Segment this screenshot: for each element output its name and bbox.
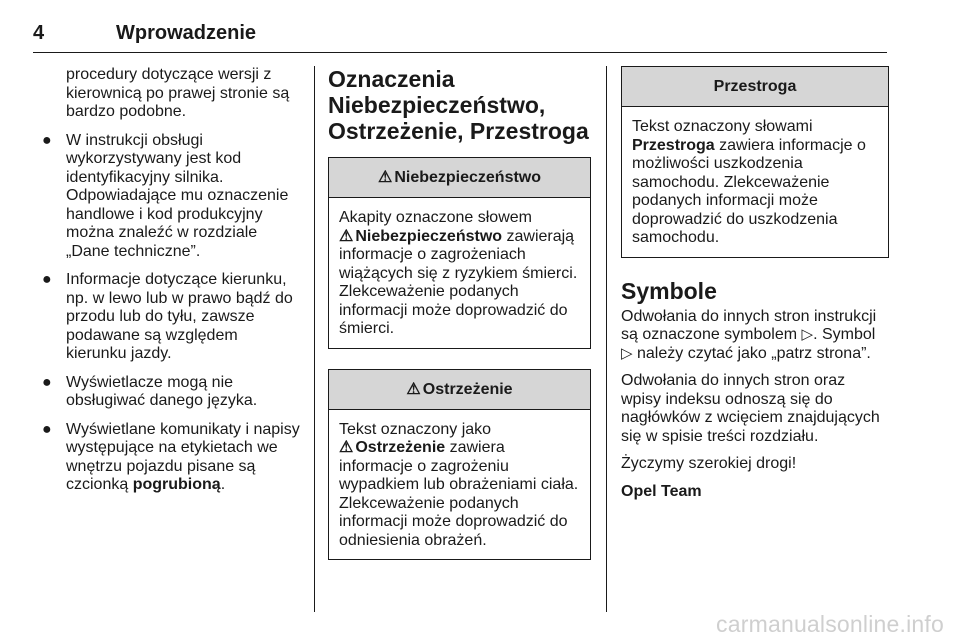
list-item-end: . xyxy=(220,476,226,493)
page-reference-icon: ▷ xyxy=(801,326,814,343)
danger-box-body xyxy=(329,198,590,348)
column-divider-1 xyxy=(314,66,315,612)
symbols-paragraph xyxy=(621,308,889,364)
caution-box-text xyxy=(632,118,878,248)
list-item xyxy=(40,421,302,495)
bullet-icon: ● xyxy=(42,271,52,288)
page-header xyxy=(33,20,887,53)
caution-rest-text: zawiera informacje o możliwości uszkodzenia samochodu. Zlekceważenie podanych informacji może doprowadzić do uszkodzenia samochodu. xyxy=(632,136,866,246)
symbols-heading: Symbole xyxy=(621,277,717,304)
warning-triangle-icon: ⚠ xyxy=(339,227,354,245)
signature: Opel Team xyxy=(621,482,702,500)
page-number: 4 xyxy=(33,22,45,44)
bullet-list xyxy=(40,132,302,495)
list-item xyxy=(40,271,302,364)
warning-triangle-icon: ⚠ xyxy=(377,169,393,186)
column-2 xyxy=(328,66,591,580)
bullet-icon: ● xyxy=(42,420,52,438)
caution-box-title: Przestroga xyxy=(713,78,797,95)
warning-box-title: Ostrzeżenie xyxy=(422,380,513,398)
list-item-text: Wyświetlacze mogą nie obsługiwać danego języka. xyxy=(66,373,258,409)
section-title: Wprowadzenie xyxy=(116,22,257,44)
warning-triangle-icon: ⚠ xyxy=(406,380,421,398)
continuation-paragraph: procedury dotyczące wersji z kierownicą po prawej stronie są bardzo podobne. xyxy=(66,66,290,120)
symbols-text-c: należy czytać jako „patrz strona”. xyxy=(632,344,871,362)
symbols-text-b: . Symbol xyxy=(813,326,876,343)
warning-box-header xyxy=(329,370,590,410)
caution-box xyxy=(621,66,889,258)
list-item-text: Informacje dotyczące kierunku, np. w lewo lub w prawo bądź do przodu lub do tyłu, zawsze podawane są względem kierunku jazdy. xyxy=(66,271,293,362)
danger-keyword: Niebezpieczeństwo xyxy=(355,227,503,245)
list-item-text: W instrukcji obsługi wykorzystywany jest kod identyfikacyjny silnika. Odpowiadające mu oznaczenie handlowe i kod produkcyjny można znaleźć w rozdziale „Dane techniczne”. xyxy=(66,131,289,260)
caution-box-header xyxy=(622,67,888,107)
warning-keyword: Ostrzeżenie xyxy=(355,439,446,456)
symbols-text-a: Odwołania do innych stron instrukcji są oznaczone symbolem xyxy=(621,307,877,343)
bold-word: pogrubioną xyxy=(132,476,221,493)
caution-box-body xyxy=(622,107,888,257)
list-item-text: Wyświetlane komunikaty i napisy występujące na etykietach we wnętrzu pojazdu pisane są czcionką xyxy=(66,420,300,493)
column-divider-2 xyxy=(606,66,607,612)
bullet-icon: ● xyxy=(42,131,52,149)
hazard-labels-heading: Oznaczenia Niebezpieczeństwo, Ostrzeżenie, Przestroga xyxy=(328,66,589,144)
danger-box-text xyxy=(339,209,580,339)
warning-box xyxy=(328,369,591,561)
greeting-paragraph: Życzymy szerokiej drogi! xyxy=(621,455,797,472)
column-3 xyxy=(621,66,889,510)
warning-box-text xyxy=(339,421,580,551)
column-1 xyxy=(40,66,302,505)
bullet-icon: ● xyxy=(42,373,52,391)
danger-rest-text: zawierają informacje o zagrożeniach wiążących się z ryzykiem śmierci. Zlekceważenie podanych informacji może doprowadzić do śmierci. xyxy=(339,227,578,337)
warning-triangle-icon: ⚠ xyxy=(339,439,354,456)
danger-intro-text: Akapity oznaczone słowem xyxy=(339,209,532,226)
warning-box-body xyxy=(329,410,590,560)
danger-box xyxy=(328,157,591,349)
warning-rest-text: zawiera informacje o zagrożeniu wypadkiem lub obrażeniami ciała. Zlekceważenie podanych informacji może doprowadzić do odniesienia obrażeń. xyxy=(339,439,579,549)
watermark: carmanualsonline.info xyxy=(716,611,944,637)
index-reference-paragraph: Odwołania do innych stron oraz wpisy indeksu odnoszą się do nagłówków z wcięciem znajdujących się w spisie treści rozdziału. xyxy=(621,372,880,445)
list-item xyxy=(40,374,302,411)
caution-intro-text: Tekst oznaczony słowami xyxy=(632,118,813,135)
danger-box-header xyxy=(329,158,590,198)
danger-box-title: Niebezpieczeństwo xyxy=(394,169,542,186)
caution-keyword: Przestroga xyxy=(632,136,715,154)
page-reference-icon: ▷ xyxy=(621,344,633,362)
list-item xyxy=(40,132,302,262)
warning-intro-text: Tekst oznaczony jako xyxy=(339,420,492,438)
